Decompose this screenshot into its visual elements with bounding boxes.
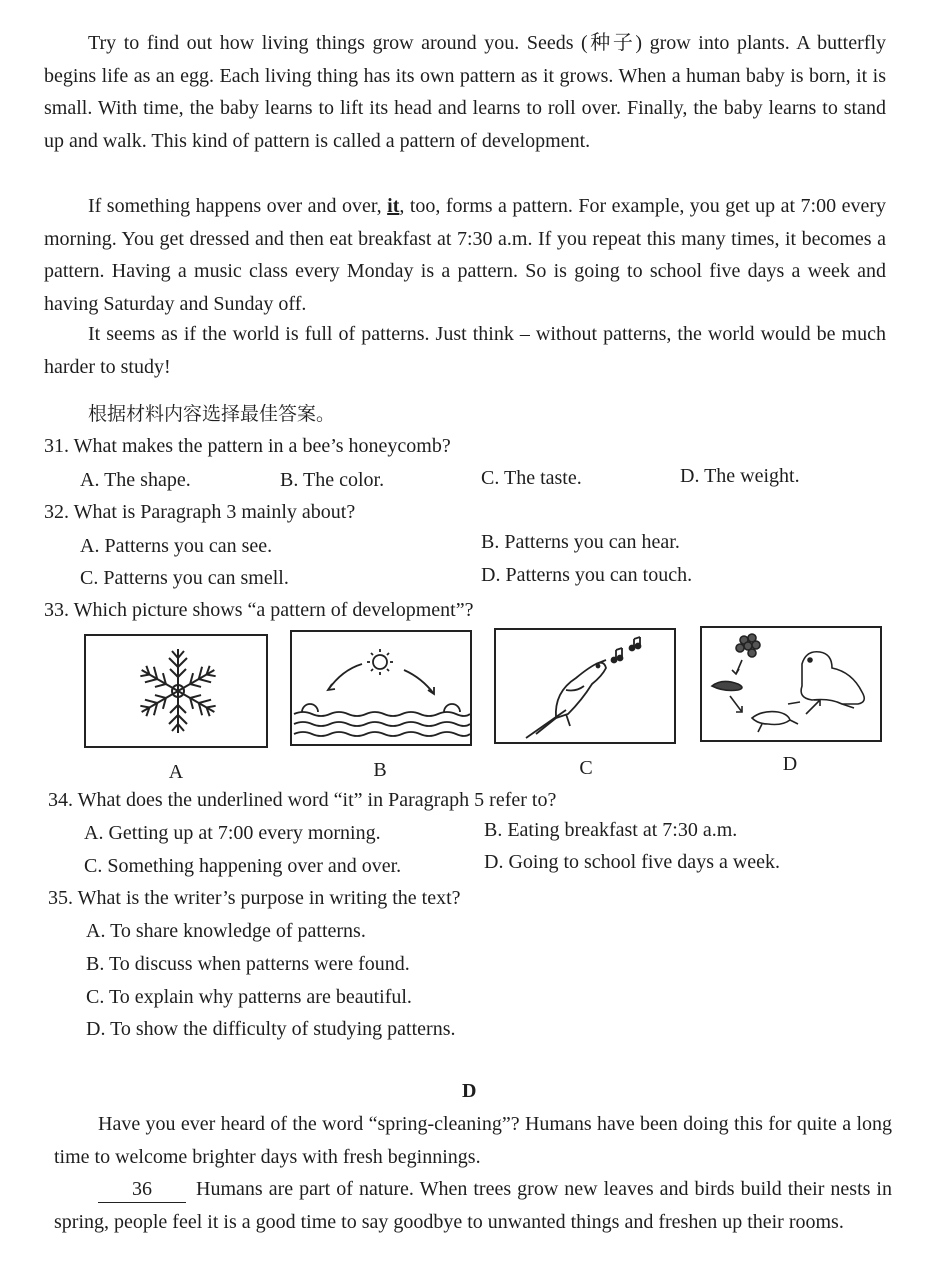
passage-d-paragraph-2-text: Humans are part of nature. When trees grow new leaves and birds build their nests in spring, people feel it is a good time to say goodbye to unwanted things and freshen up their rooms. [54,1178,892,1233]
passage-d-heading: D [462,1080,477,1102]
paragraph-4 [44,27,886,157]
passage-d-paragraph-1-text: Have you ever heard of the word “spring-cleaning”? Humans have been doing this for quite a long time to welcome brighter days with fresh beginnings. [54,1113,892,1168]
q35-option-c[interactable]: C. To explain why patterns are beautiful. [86,986,412,1008]
paragraph-5-text-start: If something happens over and over, [88,195,388,217]
paragraph-4-text: Try to find out how living things grow around you. Seeds (种子) grow into plants. A butterfly begins life as an egg. Each living thing has its own pattern as it grows. When a human baby is born, it is small. With time, the baby learns to lift its head and learns to roll over. Finally, the baby learns to stand up and walk. This kind of pattern is called a pattern of development. [44,32,886,152]
question-32-stem: 32. What is Paragraph 3 mainly about? [44,501,356,523]
paragraph-6-text: It seems as if the world is full of patterns. Just think – without patterns, the world would be much harder to study! [44,323,886,378]
q35-option-a[interactable]: A. To share knowledge of patterns. [86,920,366,942]
question-34-stem: 34. What does the underlined word “it” in Paragraph 5 refer to? [48,789,557,811]
q34-option-d[interactable]: D. Going to school five days a week. [484,851,781,873]
snowflake-icon [86,636,266,746]
paragraph-5-text-end: , too, forms a pattern. For example, you get up at 7:00 every morning. You get dressed and then eat breakfast at 7:30 a.m. If you repeat this many times, it becomes a pattern. Having a music class every Monday is a pattern. So is going to school five days a week and having Saturday and Sunday off. [44,195,886,315]
underlined-word-it: it [387,195,400,217]
picture-d[interactable] [700,626,882,742]
sun-over-sea-icon [292,632,470,744]
q34-option-c[interactable]: C. Something happening over and over. [84,855,402,877]
singing-bird-icon [496,630,674,742]
q35-option-b[interactable]: B. To discuss when patterns were found. [86,953,410,975]
q31-option-d[interactable]: D. The weight. [680,465,800,487]
q31-option-b[interactable]: B. The color. [280,469,385,491]
question-31-stem: 31. What makes the pattern in a bee’s honeycomb? [44,435,451,457]
q32-option-d[interactable]: D. Patterns you can touch. [481,564,693,586]
paragraph-5 [44,190,886,320]
picture-c-label: C [579,757,593,779]
q34-option-b[interactable]: B. Eating breakfast at 7:30 a.m. [484,819,738,841]
question-33-stem: 33. Which picture shows “a pattern of development”? [44,599,474,621]
q31-option-a[interactable]: A. The shape. [80,469,191,491]
q32-option-b[interactable]: B. Patterns you can hear. [481,531,680,553]
q32-option-a[interactable]: A. Patterns you can see. [80,535,273,557]
passage-d-paragraph-1 [54,1108,892,1173]
passage-d-paragraph-2 [54,1173,892,1238]
q31-option-c[interactable]: C. The taste. [481,467,582,489]
picture-a[interactable] [84,634,268,748]
paragraph-6 [44,318,886,383]
q35-option-d[interactable]: D. To show the difficulty of studying patterns. [86,1018,456,1040]
q32-option-c[interactable]: C. Patterns you can smell. [80,567,289,589]
picture-b-label: B [373,759,387,781]
picture-c[interactable] [494,628,676,744]
picture-a-label: A [168,761,184,783]
picture-d-label: D [782,753,798,775]
blank-36[interactable]: 36 [98,1176,186,1203]
q34-option-a[interactable]: A. Getting up at 7:00 every morning. [84,822,381,844]
question-35-stem: 35. What is the writer’s purpose in writing the text? [48,887,461,909]
instruction-text: 根据材料内容选择最佳答案。 [88,403,336,425]
picture-b[interactable] [290,630,472,746]
frog-life-cycle-icon [702,628,880,740]
